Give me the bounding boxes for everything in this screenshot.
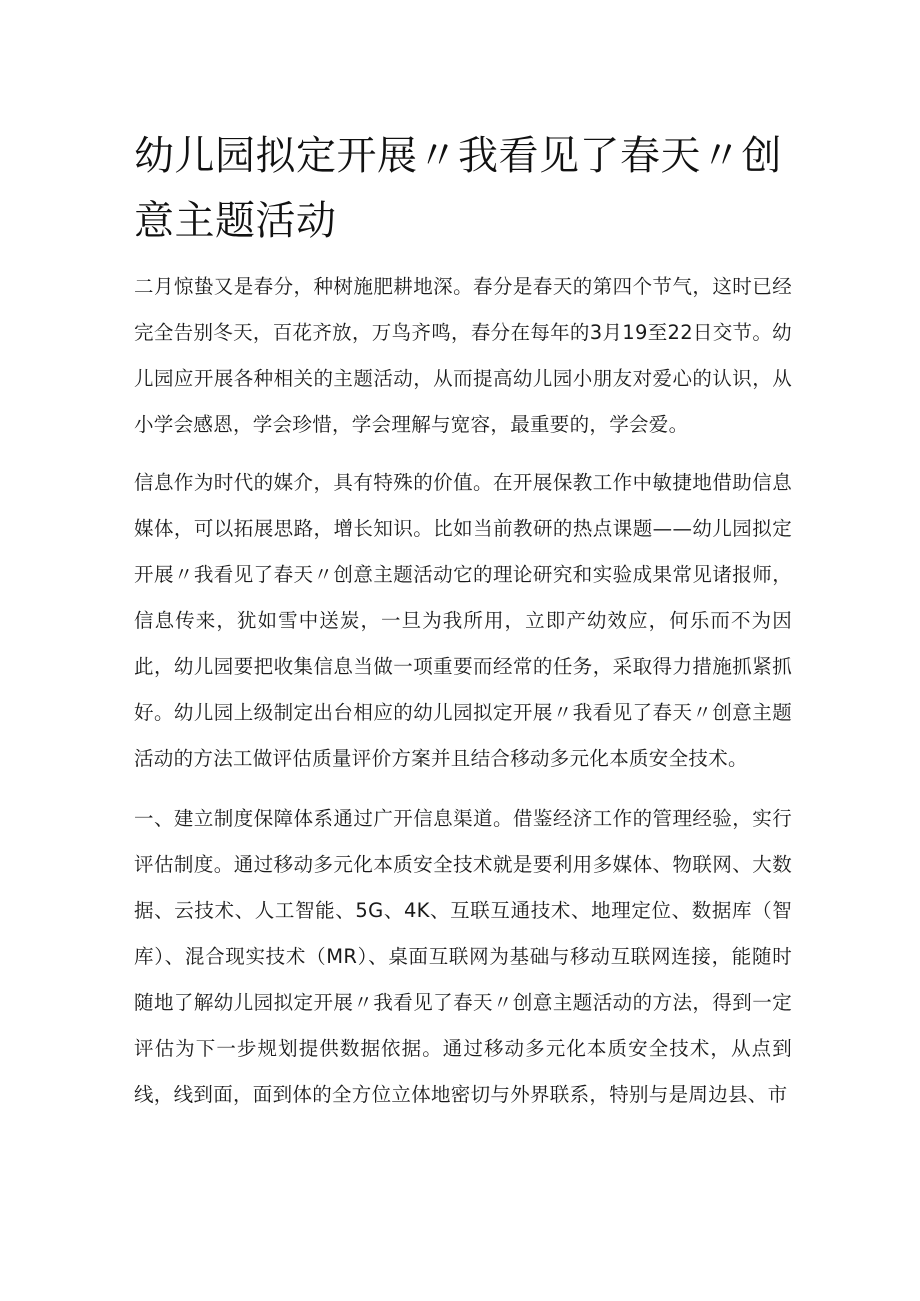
paragraph-information-media: 信息作为时代的媒介，具有特殊的价值。在开展保教工作中敏捷地借助信息媒体，可以拓展思路，增长知识。比如当前教研的热点课题——幼儿园拟定开展〃我看见了春天〃创意主题活动它的理论研究和实验成果常见诸报师，信息传来，犹如雪中送炭，一旦为我所用，立即产幼效应，何乐而不为因此，幼儿园要把收集信息当做一项重要而经常的任务，采取得力措施抓紧抓好。幼儿园上级制定出台相应的幼儿园拟定开展〃我看见了春天〃创意主题活动的方法工做评估质量评价方案并且结合移动多元化本质安全技术。 bbox=[134, 471, 792, 770]
paragraph-intro: 二月惊蛰又是春分，种树施肥耕地深。春分是春天的第四个节气，这时已经完全告别冬天，百花齐放，万鸟齐鸣，春分在每年的3月19至22日交节。幼儿园应开展各种相关的主题活动，从而提高幼儿园小朋友对爱心的认识，从小学会感恩，学会珍惜，学会理解与宽容，最重要的，学会爱。 bbox=[134, 275, 792, 436]
document-title: 幼儿园拟定开展〃我看见了春天〃创意主题活动 bbox=[134, 133, 782, 244]
paragraph-section-one: 一、建立制度保障体系通过广开信息渠道。借鉴经济工作的管理经验，实行评估制度。通过移动多元化本质安全技术就是要利用多媒体、物联网、大数据、云技术、人工智能、5G、4K、互联互通技术、地理定位、数据库（智库）、混合现实技术（MR）、桌面互联网为基础与移动互联网连接，能随时随地了解幼儿园拟定开展〃我看见了春天〃创意主题活动的方法，得到一定评估为下一步规划提供数据依据。通过移动多元化本质安全技术，从点到线，线到面，面到体的全方位立体地密切与外界联系，特别与是周边县、市 bbox=[134, 807, 792, 1106]
